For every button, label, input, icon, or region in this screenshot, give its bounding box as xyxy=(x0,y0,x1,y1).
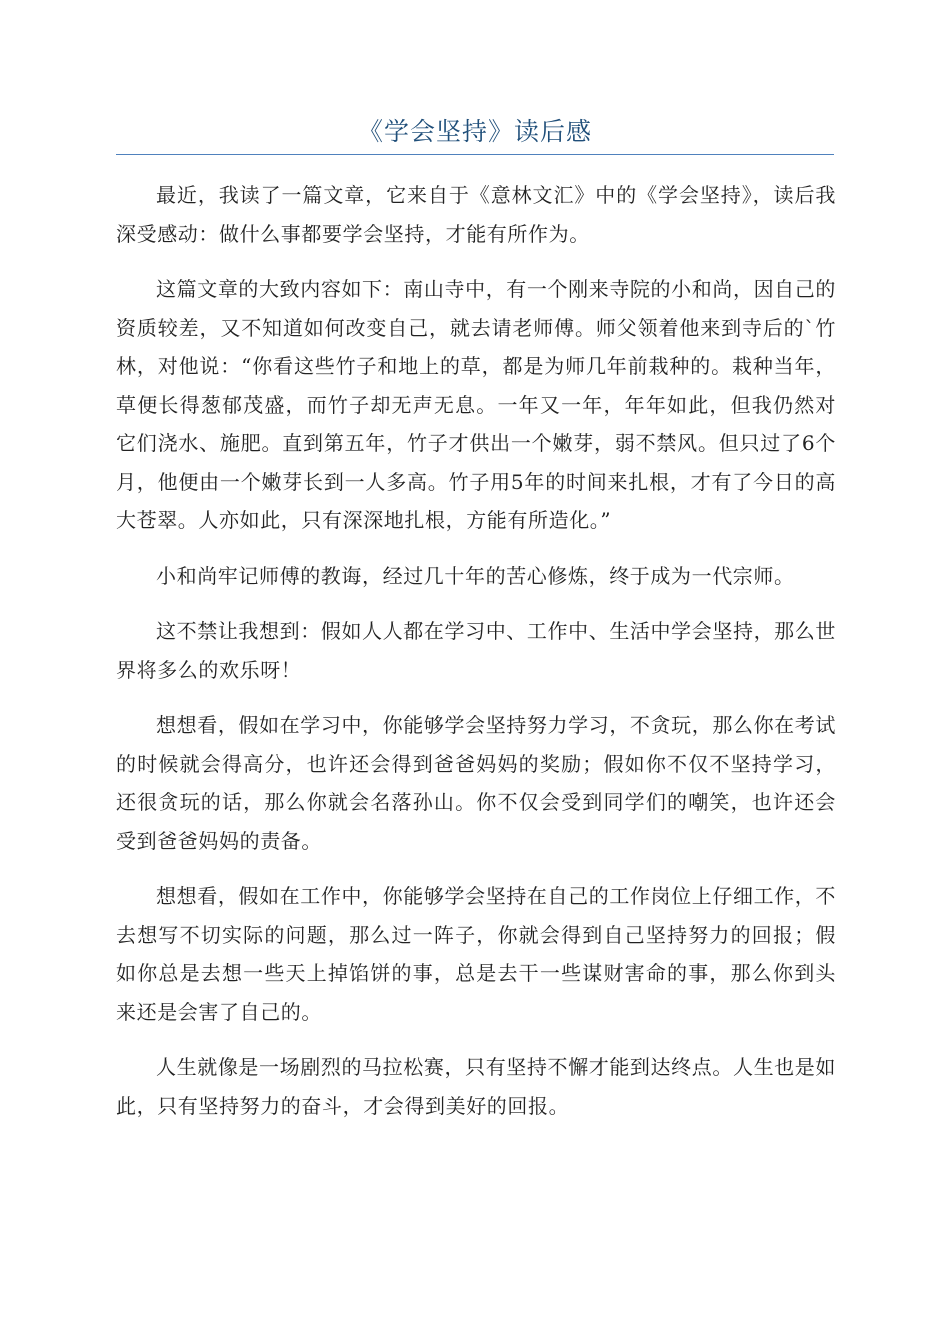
paragraph: 想想看，假如在工作中，你能够学会坚持在自己的工作岗位上仔细工作，不去想写不切实际的问题，那么过一阵子，你就会得到自己坚持努力的回报；假如你总是去想一些天上掉馅饼的事，总是去干一些谋财害命的事，那么你到头来还是会害了自己的。 xyxy=(116,884,836,1024)
document-body xyxy=(116,176,836,1142)
paragraph: 这篇文章的大致内容如下：南山寺中，有一个刚来寺院的小和尚，因自己的资质较差，又不知道如何改变自己，就去请老师傅。师父领着他来到寺后的`竹林，对他说：“你看这些竹子和地上的草，都是为师几年前栽种的。栽种当年，草便长得葱郁茂盛，而竹子却无声无息。一年又一年，年年如此，但我仍然对它们浇水、施肥。直到第五年，竹子才供出一个嫩芽，弱不禁风。但只过了6个月，他便由一个嫩芽长到一人多高。竹子用5年的时间来扎根，才有了今日的高大苍翠。人亦如此，只有深深地扎根，方能有所造化。” xyxy=(116,277,836,532)
paragraph: 人生就像是一场剧烈的马拉松赛，只有坚持不懈才能到达终点。人生也是如此，只有坚持努力的奋斗，才会得到美好的回报。 xyxy=(116,1055,836,1118)
title-underline xyxy=(116,154,834,155)
paragraph: 小和尚牢记师傅的教诲，经过几十年的苦心修炼，终于成为一代宗师。 xyxy=(156,563,795,588)
paragraph: 最近，我读了一篇文章，它来自于《意林文汇》中的《学会坚持》，读后我深受感动：做什么事都要学会坚持，才能有所作为。 xyxy=(116,183,836,246)
paragraph: 这不禁让我想到：假如人人都在学习中、工作中、生活中学会坚持，那么世界将多么的欢乐呀！ xyxy=(116,619,836,682)
document-title: 《学会坚持》读后感 xyxy=(357,117,592,146)
paragraph: 想想看，假如在学习中，你能够学会坚持努力学习，不贪玩，那么你在考试的时候就会得高分，也许还会得到爸爸妈妈的奖励；假如你不仅不坚持学习，还很贪玩的话，那么你就会名落孙山。你不仅会受到同学们的嘲笑，也许还会受到爸爸妈妈的责备。 xyxy=(116,713,836,853)
